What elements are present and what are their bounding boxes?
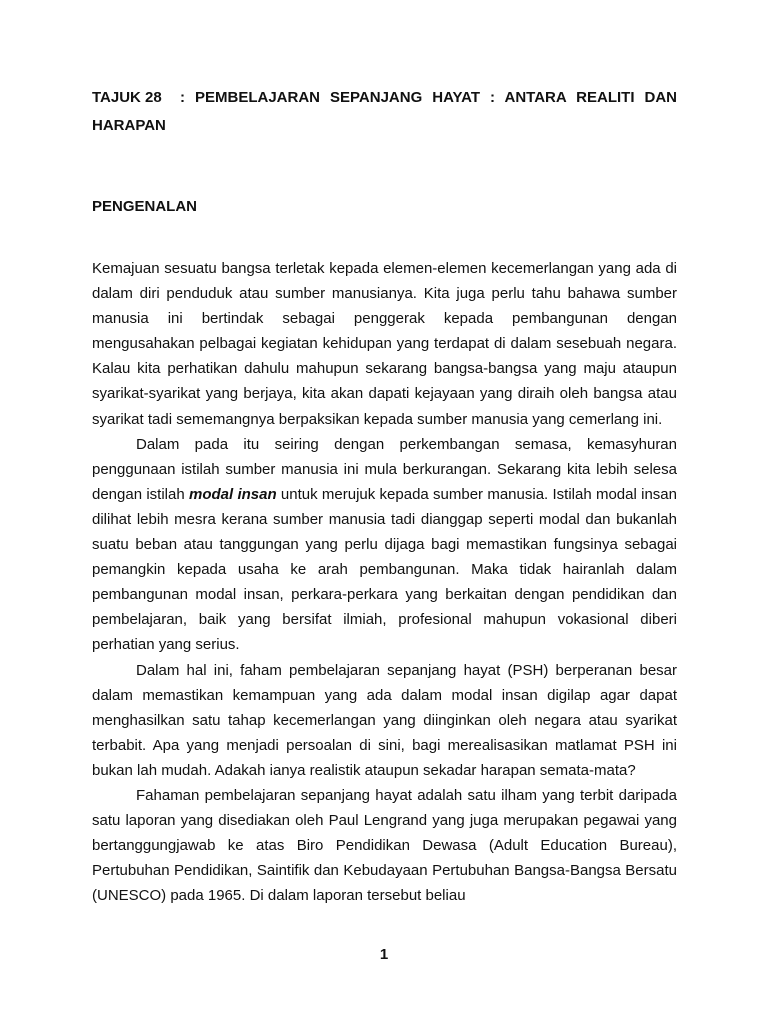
document-page xyxy=(92,84,677,908)
page-number: 1 xyxy=(379,946,389,963)
title-text: : PEMBELAJARAN SEPANJANG HAYAT : ANTARA REALITI DAN HARAPAN xyxy=(92,89,677,134)
paragraph-2 xyxy=(92,432,677,658)
paragraph-3: Dalam hal ini, faham pembelajaran sepanjang hayat (PSH) berperanan besar dalam memastikan kemampuan yang ada dalam modal insan digilap agar dapat menghasilkan satu tahap kecemerlangan yang diinginkan oleh negara atau syarikat terbabit. Apa yang menjadi persoalan di sini, bagi merealisasikan matlamat PSH ini bukan lah mudah. Adakah ianya realistik ataupun sekadar harapan semata-mata? xyxy=(92,661,677,779)
paragraph-1: Kemajuan sesuatu bangsa terletak kepada elemen-elemen kecemerlangan yang ada di dalam diri penduduk atau sumber manusianya. Kita juga perlu tahu bahawa sumber manusia ini bertindak sebagai penggerak kepada pembangunan dengan mengusahakan pelbagai kegiatan kehidupan yang terdapat di dalam sesebuah negara. Kalau kita perhatikan dahulu mahupun sekarang bangsa-bangsa yang maju ataupun syarikat-syarikat yang berjaya, kita akan dapati kejayaan yang diraih oleh bangsa atau syarikat tadi sememangnya berpaksikan kepada sumber manusia yang cemerlang ini. xyxy=(92,260,677,428)
title-label: TAJUK 28 xyxy=(92,89,162,106)
paragraph-4: Fahaman pembelajaran sepanjang hayat adalah satu ilham yang terbit daripada satu laporan yang disediakan oleh Paul Lengrand yang juga merupakan pegawai yang bertanggungjawab ke atas Biro Pendidikan Dewasa (Adult Education Bureau), Pertubuhan Pendidikan, Saintifik dan Kebudayaan Pertubuhan Bangsa-Bangsa Bersatu (UNESCO) pada 1965. Di dalam laporan tersebut beliau xyxy=(92,786,677,905)
document-title xyxy=(92,84,677,140)
paragraph-2-before: Dalam pada itu seiring dengan perkembangan semasa, kemasyhuran penggunaan istilah sumber manusia ini mula berkurangan. Sekarang kita lebih selesa dengan istilah xyxy=(92,435,677,503)
paragraph-2-after: untuk merujuk kepada sumber manusia. Istilah modal insan dilihat lebih mesra kerana sumber manusia tadi dianggap seperti modal dan bukanlah suatu beban atau tanggungan yang perlu dijaga bagi memastikan fungsinya sebagai pemangkin kepada usaha ke arah pembangunan. Maka tidak hairanlah dalam pembangunan modal insan, perkara-perkara yang berkaitan dengan pendidikan dan pembelajaran, baik yang bersifat ilmiah, profesional mahupun vokasional diberi perhatian yang serius. xyxy=(92,485,677,654)
emphasis-modal-insan: modal insan xyxy=(188,485,277,503)
section-heading: PENGENALAN xyxy=(92,198,198,215)
